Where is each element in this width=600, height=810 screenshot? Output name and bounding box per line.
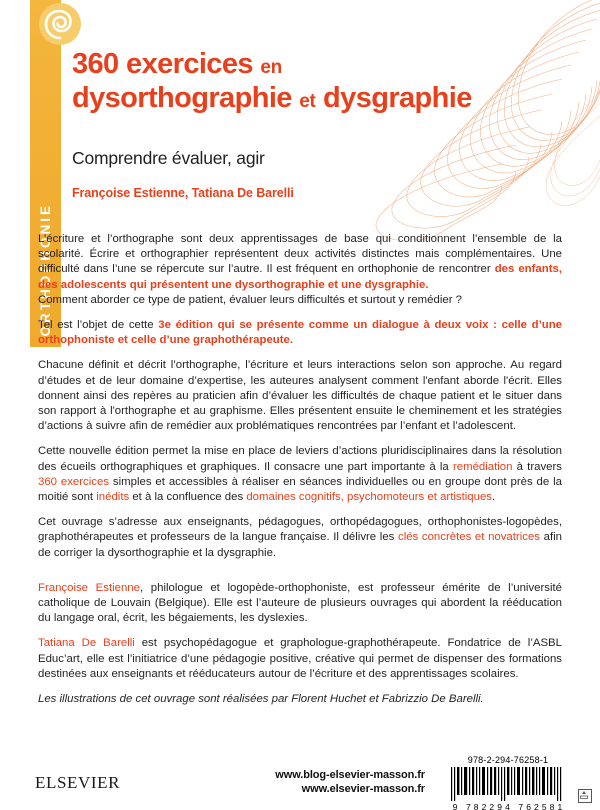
p6-text-a: Cet ouvrage s’adresse aux enseignants, pédagogues, orthopédagogues, orthophonistes-logopèdes, graphothérapeutes et professeurs de la langue française. Il délivre les	[38, 516, 562, 544]
paragraph-9-illustrations-credit: Les illustrations de cet ouvrage sont réalisées par Florent Huchet et Fabrizzio De Barelli.	[38, 693, 484, 706]
publisher-urls	[240, 768, 425, 796]
paragraph-5	[38, 444, 562, 505]
paragraph-1	[38, 232, 562, 293]
p3-text-b: .	[289, 334, 294, 347]
spacer	[38, 561, 562, 571]
title-connector-en: en	[260, 57, 282, 78]
p1-highlight: des enfants, des adolescents qui présentent une dysorthographie et une dysgraphie	[38, 263, 562, 291]
spacer	[38, 434, 562, 444]
site-url[interactable]: www.elsevier-masson.fr	[301, 783, 425, 795]
spacer	[38, 505, 562, 515]
blog-url[interactable]: www.blog-elsevier-masson.fr	[275, 769, 425, 781]
title-connector-et: et	[299, 90, 316, 112]
p3-highlight: 3e édition qui se présente comme un dialogue à deux voix : celle d’une orthophoniste et celle d’une graphothérapeute	[38, 319, 562, 347]
spacer	[38, 348, 562, 358]
p5-text-e: .	[492, 491, 496, 504]
recycle-icon	[578, 789, 592, 803]
paragraph-8-author-bio	[38, 636, 562, 682]
book-subtitle: Comprendre évaluer, agir	[72, 148, 265, 168]
p3-text-a: Tel est l’objet de cette	[38, 319, 159, 332]
p6-text-b: afin de corriger la dysorthographie et la dysgraphie.	[38, 531, 562, 559]
barcode-digits: 9 782294 762581	[452, 802, 566, 810]
paragraph-7-author-bio	[38, 581, 562, 627]
decorative-swirl-graphic	[356, 0, 600, 240]
title-main-3: dysgraphie	[323, 81, 472, 114]
paragraph-6	[38, 515, 562, 561]
spiral-logo-icon	[38, 2, 82, 46]
p1-text-b: .	[425, 278, 429, 291]
title-block	[72, 50, 532, 113]
author-name-estienne: Françoise Estienne	[38, 581, 140, 594]
p5-highlight-domaines: domaines cognitifs, psychomoteurs et artistiques	[246, 491, 492, 504]
side-band-text: ORTHOPHONIE	[38, 203, 53, 337]
elsevier-logo: ELSEVIER	[35, 773, 121, 792]
isbn-barcode-block	[446, 755, 570, 810]
spacer	[38, 626, 562, 636]
title-line-1	[72, 50, 532, 80]
p1-text-a: L’écriture et l’orthographe sont deux apprentissages de base qui conditionnent l’ensemble de la scolarité. Écrire et orthographier représentent deux activités distinctes mais complémentaires. Une difficulté dans l’une se répercute sur l’autre. Il est fréquent en orthophonie de rencontrer	[38, 233, 562, 276]
back-cover-blurb	[38, 232, 562, 707]
spacer	[38, 308, 562, 318]
p8-text: est psychopédagogue et graphologue-graphothérapeute. Fondatrice de l’ASBL Educ’art, elle est l’initiatrice d’une pédagogie positive, créative qui permet de dispenser des formations destinées aux enseignants et rééducateurs autour de l’écriture et des apprentissages scolaires.	[38, 637, 562, 680]
book-authors: Françoise Estienne, Tatiana De Barelli	[72, 186, 294, 200]
isbn-number: 978-2-294-76258-1	[467, 755, 549, 765]
p6-highlight-cles: clés concrètes et novatrices	[398, 531, 540, 544]
p5-text-c: simples et accessibles à réaliser en séances individuelles ou en groupe dont près de la moitié sont	[38, 475, 562, 504]
p5-text-a: Cette nouvelle édition permet la mise en place de leviers d’actions pluridisciplinaires dans la résolution des écueils orthographiques et graphiques. Il consacre une part importante à la	[38, 445, 562, 473]
author-name-de-barelli: Tatiana De Barelli	[38, 637, 135, 650]
p5-highlight-exercices: 360 exercices	[38, 475, 110, 488]
spacer	[38, 682, 562, 692]
title-line-2	[72, 81, 532, 114]
spacer	[38, 571, 562, 581]
p5-highlight-remediation: remédiation	[452, 460, 513, 473]
p5-text-d: et à la confluence des	[129, 491, 247, 504]
p7-text: , philologue et logopède-orthophoniste, est professeur émérite de l’université catholique de Louvain (Belgique). Elle est l’auteure de plusieurs ouvrages qui abordent la rééducation du langage oral, écrit, les bégaiements, les dyslexies.	[38, 581, 562, 625]
ean13-barcode	[447, 767, 569, 801]
paragraph-3	[38, 318, 562, 348]
title-main-1: 360 exercices	[72, 48, 253, 80]
paragraph-2: Comment aborder ce type de patient, évaluer leurs difficultés et surtout y remédier ?	[38, 293, 462, 306]
title-main-2: dysorthographie	[72, 81, 292, 114]
paragraph-4: Chacune définit et décrit l’orthographe, l’écriture et leurs interactions selon son approche. Au regard d’études et de leur domaine d’expertise, les auteures analysent comment l'enfant aborde l'écrit. Elles donnent ainsi des repères au praticien afin d’évaluer les difficultés de chaque patient et le situer dans son rapport à l'orthographe et au graphisme. Elles présentent ensuite le cheminement et les stratégies d’actions à suivre afin de remédier aux problématiques rencontrées par l’enfant et l’adolescent.	[38, 359, 562, 433]
p5-highlight-inedits: inédits	[96, 491, 130, 504]
p5-text-b: à travers	[512, 460, 562, 473]
